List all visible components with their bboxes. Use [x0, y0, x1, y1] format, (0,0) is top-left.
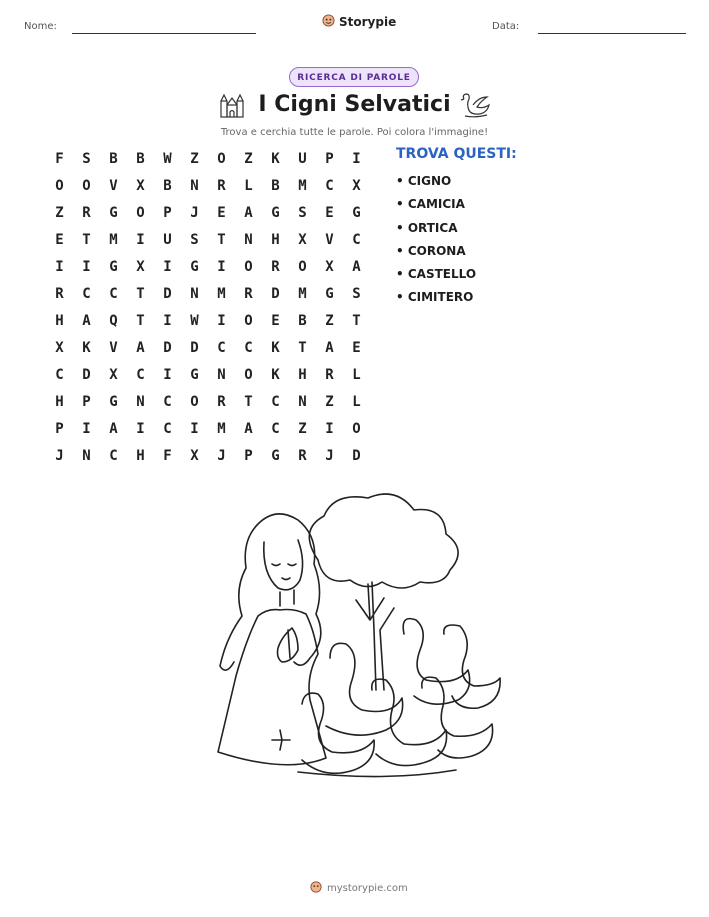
grid-cell[interactable]: X [190, 448, 199, 464]
grid-cell[interactable]: G [271, 448, 280, 464]
grid-cell[interactable]: E [55, 232, 64, 248]
grid-cell[interactable]: S [190, 232, 199, 248]
grid-cell[interactable]: U [163, 232, 172, 248]
girl-body [218, 590, 326, 765]
grid-cell[interactable]: I [82, 421, 91, 437]
swan-icon [459, 91, 491, 123]
grid-cell[interactable]: Z [55, 205, 64, 221]
grid-cell[interactable]: L [352, 367, 361, 383]
grid-cell[interactable]: I [352, 151, 361, 167]
grid-cell[interactable]: O [352, 421, 361, 437]
word-list-item: • ORTICA [396, 220, 458, 235]
grid-cell[interactable]: Z [298, 421, 307, 437]
grid-cell[interactable]: P [325, 151, 334, 167]
grid-cell[interactable]: O [190, 394, 199, 410]
storypie-logo-icon [322, 14, 335, 30]
grid-cell[interactable]: W [163, 151, 172, 167]
grid-cell[interactable]: T [136, 286, 145, 302]
grid-cell[interactable]: K [82, 340, 91, 356]
grid-cell[interactable]: J [217, 448, 226, 464]
grid-cell[interactable]: C [352, 232, 361, 248]
grid-cell[interactable]: T [352, 313, 361, 329]
grid-cell[interactable]: P [163, 205, 172, 221]
grid-cell[interactable]: D [352, 448, 361, 464]
grid-cell[interactable]: N [244, 232, 253, 248]
sparkle [272, 730, 290, 750]
grid-cell[interactable]: B [298, 313, 307, 329]
brand-name: Storypie [339, 15, 397, 29]
grid-cell[interactable]: P [244, 448, 253, 464]
grid-cell[interactable]: Z [325, 313, 334, 329]
grid-cell[interactable]: L [244, 178, 253, 194]
name-line[interactable] [72, 33, 256, 34]
grid-cell[interactable]: D [271, 286, 280, 302]
word-list-item: • CAMICIA [396, 197, 465, 212]
name-label: Nome: [24, 21, 57, 32]
grid-cell[interactable]: G [109, 259, 118, 275]
grid-cell[interactable]: O [217, 151, 226, 167]
tree-trunk [356, 582, 394, 690]
grid-cell[interactable]: P [82, 394, 91, 410]
grid-cell[interactable]: L [352, 394, 361, 410]
footer-url[interactable]: mystorypie.com [327, 883, 408, 894]
grid-cell[interactable]: J [55, 448, 64, 464]
grid-cell[interactable]: E [217, 205, 226, 221]
grid-cell[interactable]: P [55, 421, 64, 437]
grid-cell[interactable]: R [271, 259, 280, 275]
grid-cell[interactable]: N [190, 286, 199, 302]
grid-cell[interactable]: C [325, 178, 334, 194]
grid-cell[interactable]: O [298, 259, 307, 275]
praying-hands [278, 628, 299, 662]
grid-cell[interactable]: I [163, 367, 172, 383]
grid-cell[interactable]: D [163, 286, 172, 302]
grid-cell[interactable]: N [190, 178, 199, 194]
grid-cell[interactable]: B [109, 151, 118, 167]
grid-cell[interactable]: H [271, 232, 280, 248]
grid-cell[interactable]: K [271, 340, 280, 356]
grid-cell[interactable]: C [163, 394, 172, 410]
grid-cell[interactable]: I [190, 421, 199, 437]
storypie-logo-icon [310, 881, 322, 896]
grid-cell[interactable]: F [163, 448, 172, 464]
grid-cell[interactable]: G [109, 394, 118, 410]
grid-cell[interactable]: V [109, 178, 118, 194]
grid-cell[interactable]: Z [325, 394, 334, 410]
grid-cell[interactable]: R [298, 448, 307, 464]
word-list-item: • CIGNO [396, 174, 452, 188]
grid-cell[interactable]: D [163, 340, 172, 356]
grid-cell[interactable]: B [163, 178, 172, 194]
grid-cell[interactable]: A [109, 421, 118, 437]
grid-cell[interactable]: S [352, 286, 361, 302]
page-title: I Cigni Selvatici [258, 92, 451, 117]
grid-cell[interactable]: M [109, 232, 118, 248]
grid-cell[interactable]: X [55, 340, 64, 356]
grid-cell[interactable]: R [325, 367, 334, 383]
grid-cell[interactable]: X [298, 232, 307, 248]
date-label: Data: [492, 21, 520, 32]
grid-cell[interactable]: X [136, 259, 145, 275]
grid-cell[interactable]: B [136, 151, 145, 167]
grid-cell[interactable]: H [136, 448, 145, 464]
grid-cell[interactable]: W [190, 313, 199, 329]
grid-cell[interactable]: C [163, 421, 172, 437]
grid-cell[interactable]: H [55, 313, 64, 329]
grid-cell[interactable]: I [325, 421, 334, 437]
grid-cell[interactable]: K [271, 151, 280, 167]
grid-cell[interactable]: I [163, 259, 172, 275]
grid-cell[interactable]: G [325, 286, 334, 302]
grid-cell[interactable]: C [109, 448, 118, 464]
swan [372, 679, 447, 765]
word-list [396, 172, 476, 312]
swan [422, 677, 493, 758]
grid-cell[interactable]: X [352, 178, 361, 194]
grid-cell[interactable]: G [190, 367, 199, 383]
grid-cell[interactable]: T [298, 340, 307, 356]
grid-cell[interactable]: N [298, 394, 307, 410]
grid-cell[interactable]: C [271, 394, 280, 410]
grid-cell[interactable]: A [244, 205, 253, 221]
grid-cell[interactable]: J [325, 448, 334, 464]
grid-cell[interactable]: X [136, 178, 145, 194]
grid-cell[interactable]: C [217, 340, 226, 356]
grid-cell[interactable]: T [217, 232, 226, 248]
grid-cell[interactable]: I [55, 259, 64, 275]
tree-canopy [309, 494, 458, 588]
brand [322, 14, 396, 30]
grid-cell[interactable]: I [217, 259, 226, 275]
grid-cell[interactable]: G [190, 259, 199, 275]
grid-cell[interactable]: H [298, 367, 307, 383]
grid-cell[interactable]: M [217, 286, 226, 302]
grid-cell[interactable]: A [82, 313, 91, 329]
grid-cell[interactable]: E [325, 205, 334, 221]
grid-cell[interactable]: T [82, 232, 91, 248]
grid-cell[interactable]: I [217, 313, 226, 329]
grid-cell[interactable]: A [352, 259, 361, 275]
grid-cell[interactable]: D [82, 367, 91, 383]
grid-cell[interactable]: Z [190, 151, 199, 167]
grid-cell[interactable]: V [325, 232, 334, 248]
category-badge: RICERCA DI PAROLE [289, 67, 419, 87]
grid-cell[interactable]: Q [109, 313, 118, 329]
girl-hair [220, 514, 321, 670]
grid-cell[interactable]: I [136, 421, 145, 437]
swan [444, 625, 500, 708]
grid-cell[interactable]: X [325, 259, 334, 275]
word-list-item: • CIMITERO [396, 290, 474, 305]
grid-cell[interactable]: G [109, 205, 118, 221]
swan [403, 619, 469, 705]
grid-cell[interactable]: G [271, 205, 280, 221]
footer [310, 881, 408, 896]
grid-cell[interactable]: A [325, 340, 334, 356]
grid-cell[interactable]: S [298, 205, 307, 221]
date-line[interactable] [538, 33, 686, 34]
grid-cell[interactable]: O [244, 367, 253, 383]
grid-cell[interactable]: C [136, 367, 145, 383]
grid-cell[interactable]: O [55, 178, 64, 194]
grid-cell[interactable]: M [298, 178, 307, 194]
word-list-item: • CORONA [396, 243, 466, 258]
grid-cell[interactable]: Z [244, 151, 253, 167]
grid-cell[interactable]: E [352, 340, 361, 356]
grid-cell[interactable]: C [82, 286, 91, 302]
grid-cell[interactable]: O [244, 259, 253, 275]
grid-cell[interactable]: O [136, 205, 145, 221]
grid-cell[interactable]: I [136, 232, 145, 248]
grid-cell[interactable]: A [244, 421, 253, 437]
word-list-heading: TROVA QUESTI: [396, 146, 517, 162]
grid-cell[interactable]: G [352, 205, 361, 221]
grid-cell[interactable]: O [82, 178, 91, 194]
grid-cell[interactable]: R [217, 394, 226, 410]
grid-cell[interactable]: A [136, 340, 145, 356]
grid-cell[interactable]: V [109, 340, 118, 356]
grid-cell[interactable]: R [244, 286, 253, 302]
coloring-illustration [206, 490, 506, 794]
grid-cell[interactable]: R [82, 205, 91, 221]
girl-face [264, 540, 303, 590]
grid-cell[interactable]: H [55, 394, 64, 410]
grid-cell[interactable]: I [163, 313, 172, 329]
grid-cell[interactable]: U [298, 151, 307, 167]
grid-cell[interactable]: E [271, 313, 280, 329]
grid-cell[interactable]: D [190, 340, 199, 356]
grid-cell[interactable]: R [55, 286, 64, 302]
grid-cell[interactable]: X [109, 367, 118, 383]
grid-cell[interactable]: N [217, 367, 226, 383]
grid-cell[interactable]: C [244, 340, 253, 356]
grid-cell[interactable]: T [244, 394, 253, 410]
instructions: Trova e cerchia tutte le parole. Poi colora l'immagine! [220, 127, 489, 138]
word-list-item: • CASTELLO [396, 267, 477, 282]
grid-cell[interactable]: N [136, 394, 145, 410]
grid-cell[interactable]: O [244, 313, 253, 329]
grid-cell[interactable]: S [82, 151, 91, 167]
grid-cell[interactable]: C [55, 367, 64, 383]
grid-cell[interactable]: N [82, 448, 91, 464]
grid-cell[interactable]: M [298, 286, 307, 302]
word-search-grid[interactable] [46, 146, 370, 470]
grid-cell[interactable]: J [190, 205, 199, 221]
grid-cell[interactable]: F [55, 151, 64, 167]
grid-cell[interactable]: M [217, 421, 226, 437]
grid-cell[interactable]: C [271, 421, 280, 437]
grid-cell[interactable]: C [109, 286, 118, 302]
grid-cell[interactable]: I [82, 259, 91, 275]
grid-cell[interactable]: B [271, 178, 280, 194]
grid-cell[interactable]: T [136, 313, 145, 329]
grid-cell[interactable]: K [271, 367, 280, 383]
grid-cell[interactable]: R [217, 178, 226, 194]
